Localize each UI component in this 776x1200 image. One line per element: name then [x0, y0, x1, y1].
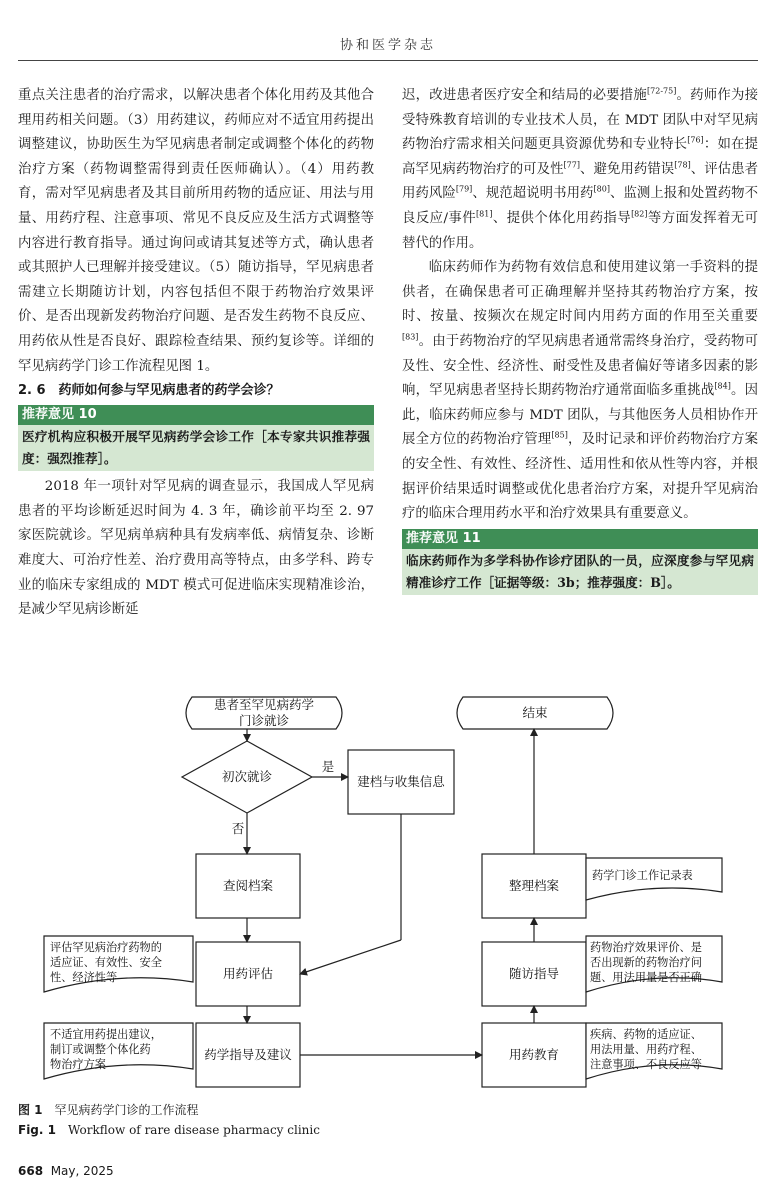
- caption-cn: [18, 1100, 320, 1120]
- guidance-note-text: 制订或调整个体化药: [50, 1043, 151, 1056]
- evaluate-note-text: 评估罕见病治疗药物的: [50, 941, 162, 954]
- citation: [82]: [631, 209, 648, 219]
- start-label: 患者至罕见病药学: [213, 697, 315, 712]
- start-label: 门诊就诊: [238, 713, 290, 728]
- citation: [78]: [674, 160, 691, 170]
- paragraph: 重点关注患者的治疗需求，以解决患者个体化用药及其他合理用药相关问题。（3）用药建议，药师应对不适宜用药提出调整建议，协助医生为罕见病患者制定或调整个体化的药物治疗方案（药物调整需得到责任医师确认）。（4）用药教育，需对罕见病患者及其目前所用药物的适应证、用法与用量、用药疗程、注意事项、常见不良反应及生活方式调整等内容进行教育指导。通过询问或请其复述等方式，确认患者或其照护人已理解并接受建议。（5）随访指导，罕见病患者需建立长期随访计划，内容包括但不限于药物治疗效果评价、是否出现新发药物治疗问题、是否发生药物不良反应、用药依从性是否良好、跟踪检查结果、预约复诊等。详细的罕见病药学门诊工作流程见图 1。: [18, 88, 374, 374]
- issue-date: May, 2025: [50, 1164, 114, 1178]
- right-column: [402, 84, 758, 599]
- citation: [83]: [402, 332, 419, 342]
- guidance-label: 药学指导及建议: [204, 1047, 292, 1062]
- recommendation-title: 推荐意见 11: [402, 529, 758, 549]
- left-column: [18, 84, 374, 623]
- recommendation-text: 临床药师作为多学科协作诊疗团队的一员，应深度参与罕见病精准诊疗工作［证据等级：3b；推荐强度：B］。: [402, 549, 758, 595]
- education-note-text: 用法用量、用药疗程、: [590, 1043, 702, 1056]
- figure-caption: [18, 1100, 320, 1140]
- page-footer: [18, 1164, 114, 1178]
- citation: [84]: [714, 381, 731, 391]
- recommendation-10: [18, 405, 374, 471]
- citation: [72-75]: [647, 86, 677, 96]
- guidance-note-text: 物治疗方案: [50, 1058, 106, 1071]
- citation: [79]: [455, 184, 473, 194]
- followup-note-text: 否出现新的药物治疗问: [590, 956, 702, 969]
- followup-note-text: 药物治疗效果评价、是: [590, 941, 702, 954]
- record-note-text: 药学门诊工作记录表: [592, 869, 693, 882]
- end-label: 结束: [522, 705, 548, 720]
- followup-note-text: 题、用法用量是否正确: [590, 971, 702, 984]
- arrow: [300, 940, 401, 974]
- evaluate-label: 用药评估: [222, 966, 274, 981]
- evaluate-note-text: 适应证、有效性、安全: [50, 956, 162, 969]
- caption-text: 罕见病药学门诊的工作流程: [54, 1103, 199, 1117]
- recommendation-text: 医疗机构应积极开展罕见病药学会诊工作［本专家共识推荐强度：强烈推荐］。: [18, 425, 374, 471]
- figure-label: 图 1: [18, 1103, 43, 1117]
- header-divider: [18, 60, 758, 61]
- citation: [85]: [551, 430, 568, 440]
- recommendation-title: 推荐意见 10: [18, 405, 374, 425]
- guidance-note-text: 不适宜用药提出建议，: [50, 1028, 162, 1041]
- page-number: 668: [18, 1164, 44, 1178]
- citation: [76]: [687, 135, 704, 145]
- paragraph: 临床药师作为药物有效信息和使用建议第一手资料的提供者，在确保患者可正确理解并坚持其药物治疗方案，按时、按量、按频次在规定时间内用药方面的作用至关重要[83]。由于药物治疗的罕见病患者通常需终身治疗，受药物可及性、安全性、经济性、耐受性及患者偏好等诸多因素的影响，罕见病患者坚持长期药物治疗通常面临多重挑战[84]。因此，临床药师应参与 MDT 团队，与其他医务人员相协作开展全方位的药物治疗管理[85]，及时记录和评价药物治疗方案的安全性、有效性、经济性、适用性和依从性等内容，并根据评价结果适时调整或优化患者治疗方案，对提升罕见病治疗的临床合理用药水平和治疗效果具有重要意义。: [402, 260, 759, 522]
- workflow-flowchart: [18, 686, 758, 1090]
- followup-label: 随访指导: [508, 966, 560, 981]
- yes-label: 是: [321, 759, 335, 774]
- citation: [77]: [563, 160, 580, 170]
- citation: [80]: [593, 184, 610, 194]
- organize-label: 整理档案: [508, 878, 560, 893]
- evaluate-note-text: 性、经济性等: [50, 971, 118, 984]
- journal-title: 协和医学杂志: [339, 38, 436, 53]
- review-label: 查阅档案: [222, 878, 274, 893]
- register-label: 建档与收集信息: [357, 774, 445, 789]
- decision-label: 初次就诊: [221, 769, 273, 784]
- no-label: 否: [231, 821, 245, 836]
- caption-en: [18, 1120, 320, 1140]
- recommendation-11: [402, 529, 758, 595]
- education-note-text: 注意事项、不良反应等: [590, 1058, 702, 1071]
- paragraph: 迟，改进患者医疗安全和结局的必要措施[72-75]。药师作为接受特殊教育培训的专业技术人员，在 MDT 团队中对罕见病药物治疗需求相关问题更具资源优势和专业特长[76]：如在提高罕见病药物治疗的可及性[77]、避免用药错误[78]、评估患者用药风险[79]、规范超说明书用药[80]、监测上报和处置药物不良反应/事件[81]、提供个体化用药指导[82]等方面发挥着无可替代的作用。: [402, 86, 759, 251]
- figure-label: Fig. 1: [18, 1123, 56, 1137]
- education-label: 用药教育: [508, 1047, 560, 1062]
- section-heading: 2. 6 药师如何参与罕见病患者的药学会诊？: [18, 383, 280, 399]
- paragraph: 2018 年一项针对罕见病的调查显示，我国成人罕见病患者的平均诊断延迟时间为 4. 3 年，确诊前平均至 2. 97 家医院就诊。罕见病单病种具有发病率低、病情复杂、诊断难度大、可治疗性差、治疗费用高等特点，由多学科、跨专业的临床专家组成的 MDT 模式可促进临床实现精准诊治，是减少罕见病诊断延: [18, 479, 374, 618]
- citation: [81]: [476, 209, 493, 219]
- education-note-text: 疾病、药物的适应证、: [590, 1028, 702, 1041]
- caption-text: Workflow of rare disease pharmacy clinic: [68, 1123, 320, 1137]
